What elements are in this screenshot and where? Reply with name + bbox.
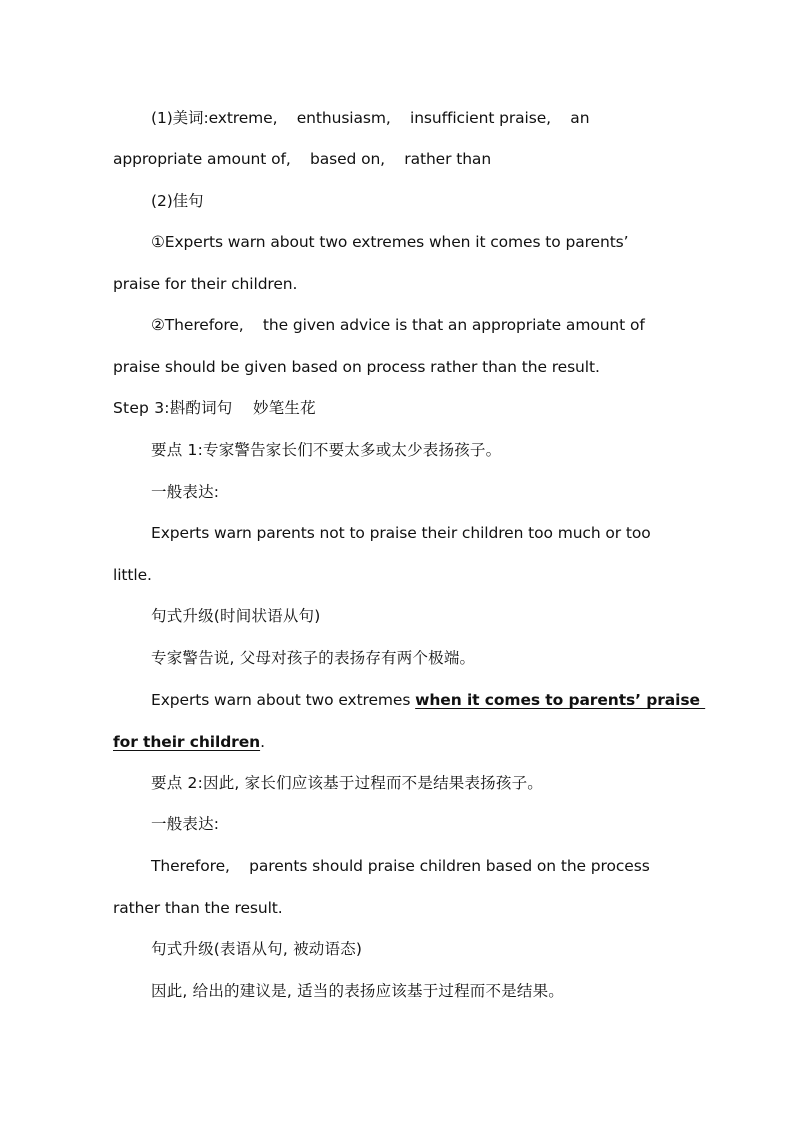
step-3-heading: Step 3:斟酌词句 妙笔生花 [113, 399, 316, 417]
general-expression-1-line-2: little. [113, 566, 152, 584]
upgrade-1-english-line-2 [113, 730, 693, 754]
upgrade-1-underlined-clause-end: for their children [113, 733, 261, 751]
sentence-1-line-2: praise for their children. [113, 275, 298, 293]
point-2-heading: 要点 2:因此, 家长们应该基于过程而不是结果表扬孩子。 [151, 774, 543, 792]
general-expression-1-line-1: Experts warn parents not to praise their children too much or too [151, 524, 651, 542]
general-expression-label-1: 一般表达: [151, 483, 220, 501]
general-expression-label-2: 一般表达: [151, 815, 220, 833]
good-sentences-heading: (2)佳句 [151, 192, 204, 210]
point-1-heading: 要点 1:专家警告家长们不要太多或太少表扬孩子。 [151, 441, 502, 459]
upgrade-1-period: . [260, 733, 265, 751]
upgrade-1-underlined-clause: when it comes to parents’ praise [415, 691, 706, 709]
general-expression-2-line-1: Therefore, parents should praise children based on the process [151, 857, 650, 875]
upgrade-1-plain-text: Experts warn about two extremes [151, 691, 416, 709]
upgrade-1-chinese: 专家警告说, 父母对孩子的表扬存有两个极端。 [151, 649, 476, 667]
sentence-2-line-1: ②Therefore, the given advice is that an appropriate amount of [151, 316, 645, 334]
upgrade-1-english-line-1 [151, 688, 731, 712]
sentence-upgrade-label-1: 句式升级(时间状语从句) [151, 607, 321, 625]
sentence-2-line-2: praise should be given based on process rather than the result. [113, 358, 600, 376]
sentence-upgrade-label-2: 句式升级(表语从句, 被动语态) [151, 940, 363, 958]
vocab-line-2: appropriate amount of, based on, rather than [113, 150, 492, 168]
general-expression-2-line-2: rather than the result. [113, 899, 283, 917]
vocab-line-1: (1)美词:extreme, enthusiasm, insufficient praise, an [151, 109, 590, 127]
sentence-1-line-1: ①Experts warn about two extremes when it comes to parents’ [151, 233, 629, 251]
upgrade-2-chinese: 因此, 给出的建议是, 适当的表扬应该基于过程而不是结果。 [151, 982, 565, 1000]
